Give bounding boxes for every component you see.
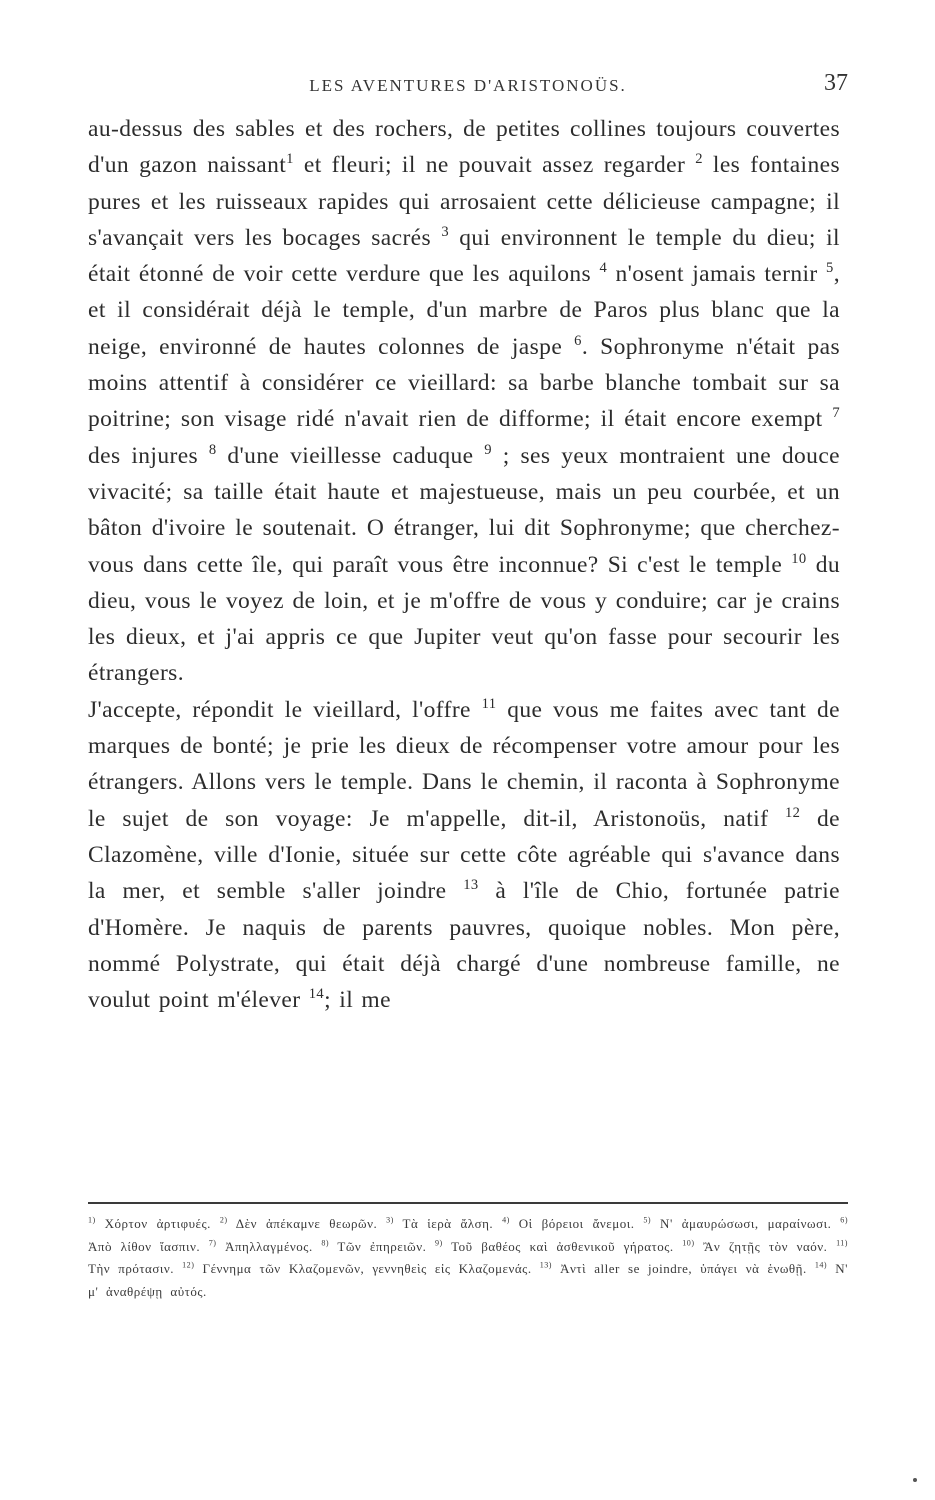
text-run: , et il considérait déjà le temple, d'un marbre de Paros plus blanc que la neige, environné de hautes colonnes de jaspe: [88, 261, 840, 360]
footnote-number: 4): [502, 1215, 510, 1225]
footnote-number: 10): [682, 1238, 695, 1248]
footnote-rule: [88, 1202, 848, 1204]
footnote: [540, 1261, 815, 1276]
footnote-number: 7): [208, 1238, 217, 1248]
running-head: [88, 70, 848, 104]
text-run: du dieu, vous le voyez de loin, et je m'offre de vous y conduire; car je crains les dieux, et j'ai appris ce que Jupiter veut qu'on fasse pour secourir les étrangers.: [88, 551, 840, 687]
body-text: [88, 111, 840, 1018]
running-title: LES AVENTURES D'ARISTONOÜS.: [309, 76, 627, 95]
page-number: 37: [824, 70, 848, 96]
note-reference: 13: [463, 877, 479, 894]
footnote-text: Τοῦ βαθέος καὶ ἀσθενικοῦ γήρατος.: [442, 1238, 683, 1254]
footnote-text: Ἀντὶ aller se joindre, ὑπάγει νὰ ἑνωθῇ.: [551, 1261, 815, 1276]
note-reference: 7: [832, 405, 840, 422]
text-run: qui environnent le temple du dieu; il était étonné de voir cette verdure que les aquilons: [88, 224, 840, 288]
footnote-number: 5): [643, 1215, 652, 1225]
text-run: ; ses yeux montraient une douce vivacité; sa taille était haute et majestueuse, mais un peu courbée, et un bâton d'ivoire le soutenait. O étranger, lui dit Sophronyme; que cherchez-vous dans cette île, qui paraît vous être inconnue? Si c'est le temple: [88, 442, 840, 578]
footnote: [182, 1261, 540, 1276]
footnote-number: 1): [88, 1215, 96, 1225]
footnotes: [88, 1213, 848, 1303]
print-speck: [913, 1478, 917, 1482]
footnote: [435, 1239, 682, 1254]
footnote-number: 14): [814, 1260, 828, 1270]
footnote-number: 6): [840, 1215, 848, 1225]
footnote-number: 13): [539, 1260, 552, 1270]
footnote-text: Οἱ βόρειοι ἄνεμοι.: [509, 1216, 644, 1231]
text-run: à l'île de Chio, fortunée patrie d'Homère. Je naquis de parents pauvres, quoique nobles. Mon père, nommé Polystrate, qui était déjà chargé d'une nombreuse famille, ne voulut point m'élever: [88, 878, 840, 1014]
note-reference: 10: [791, 550, 807, 567]
paragraph: [88, 692, 840, 1019]
footnote-text: Τῶν ἐπηρειῶν.: [329, 1238, 435, 1254]
footnote-text: Δὲν ἀπέκαμνε θεωρῶν.: [227, 1216, 387, 1231]
note-reference: 4: [599, 260, 608, 277]
paragraph: [88, 111, 840, 692]
note-reference: 1: [286, 151, 294, 168]
text-run: et fleuri; il ne pouvait assez regarder: [293, 152, 696, 179]
note-reference: 8: [208, 441, 217, 458]
footnote-number: 9): [435, 1238, 443, 1248]
note-reference: 6: [574, 332, 582, 349]
footnote-number: 2): [219, 1215, 228, 1225]
footnote-text: Τὴν πρότασιν.: [88, 1261, 183, 1276]
footnote-number: 11): [836, 1238, 848, 1248]
note-reference: 11: [481, 695, 497, 712]
footnote-text: Γέννημα τῶν Κλαζομενῶν, γεννηθεὶς εἰς Κλαζομενάς.: [194, 1261, 540, 1276]
footnote-text: Ἀπηλλαγμένος.: [216, 1238, 322, 1254]
footnote-number: 3): [386, 1215, 394, 1225]
text-run: J'accepte, répondit le vieillard, l'offre: [88, 696, 482, 723]
note-reference: 5: [826, 260, 834, 277]
footnote: [220, 1216, 386, 1231]
text-run: les fontaines pures et les ruisseaux rapides qui arrosaient cette délicieuse campagne; il s'avançait vers les bocages sacrés: [88, 152, 840, 251]
text-run: n'osent jamais ternir: [607, 261, 827, 288]
footnote: [321, 1239, 435, 1254]
footnote-text: Τὰ ἱερὰ ἄλση.: [393, 1216, 503, 1231]
text-run: d'une vieillesse caduque: [216, 442, 485, 469]
footnote-text: Ν' μ' ἀναθρέψῃ αὐτός.: [88, 1261, 848, 1299]
text-run: que vous me faites avec tant de marques de bonté; je prie les dieux de récompenser votre amour pour les étrangers. Allons vers le temple. Dans le chemin, il raconta à Sophronyme le sujet de son voyage: Je m'appelle, dit-il, Aristonoüs, natif: [88, 696, 840, 832]
note-reference: 2: [695, 151, 703, 168]
text-run: ; il me: [324, 987, 391, 1014]
footnote: [643, 1216, 840, 1231]
footnote: [209, 1239, 322, 1254]
note-reference: 3: [441, 224, 450, 241]
footnote-number: 12): [182, 1260, 195, 1270]
footnote-text: Ν' ἀμαυρώσωσι, μαραίνωσι.: [651, 1216, 841, 1231]
footnote: [502, 1216, 643, 1231]
footnote-text: Ἀπὸ λίθον ἴασπιν.: [88, 1238, 209, 1254]
footnote: [88, 1216, 220, 1231]
footnote: [682, 1239, 836, 1254]
note-reference: 14: [308, 986, 325, 1003]
text-run: des injures: [88, 442, 209, 469]
footnote-text: Ἂν ζητῇς τὸν ναόν.: [694, 1238, 837, 1254]
text-run: de Clazomène, ville d'Ionie, située sur cette côte agréable qui s'avance dans la mer, et semble s'aller joindre: [88, 805, 840, 905]
footnote-number: 8): [321, 1238, 330, 1248]
footnote: [386, 1216, 502, 1231]
text-run: . Sophronyme n'était pas moins attentif à considérer ce vieillard: sa barbe blanche tombait sur sa poitrine; son visage ridé n'avait rien de difforme; il était encore exempt: [88, 333, 841, 433]
footnote-text: Χόρτον ἀρτιφυές.: [95, 1216, 220, 1231]
note-reference: 9: [484, 441, 492, 458]
text-run: au-dessus des sables et des rochers, de petites collines toujours couvertes d'un gazon naissant: [88, 116, 840, 179]
note-reference: 12: [784, 804, 801, 821]
